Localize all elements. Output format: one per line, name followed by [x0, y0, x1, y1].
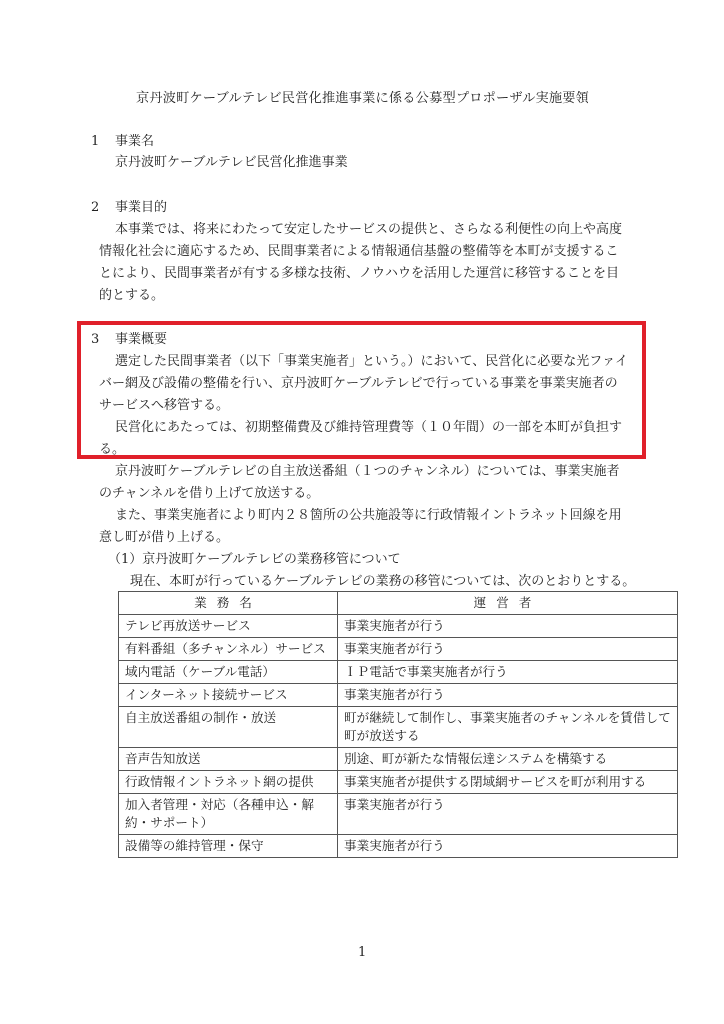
table-row — [119, 638, 678, 661]
section-2-line: 情報化社会に適応するため、民間事業者による情報通信基盤の整備等を本町が支援するこ — [99, 244, 619, 259]
section-3-line: 意し町が借り上げる。 — [99, 530, 230, 545]
section-2-number: 2 — [91, 200, 100, 215]
section-3-line: 京丹波町ケーブルテレビの自主放送番組（１つのチャンネル）については、事業実施者 — [115, 464, 620, 479]
section-3-line: サービスへ移管する。 — [99, 398, 230, 413]
table-cell: 事業実施者が行う — [338, 615, 678, 638]
table-header-row — [119, 592, 678, 615]
table-cell: 域内電話（ケーブル電話） — [119, 661, 338, 684]
table-cell: 事業実施者が提供する閉域網サービスを町が利用する — [338, 771, 678, 794]
section-2-line: 的とする。 — [99, 288, 165, 303]
table-cell: 有料番組（多チャンネル）サービス — [119, 638, 338, 661]
section-3-line: 民営化にあたっては、初期整備費及び維持管理費等（１０年間）の一部を本町が負担す — [115, 420, 623, 435]
subsection-heading: （1）京丹波町ケーブルテレビの業務移管について — [108, 552, 401, 567]
document-title: 京丹波町ケーブルテレビ民営化推進事業に係る公募型プロポーザル実施要領 — [136, 91, 590, 106]
table-row — [119, 794, 678, 835]
section-1-number: 1 — [91, 134, 100, 149]
table-cell: 事業実施者が行う — [338, 684, 678, 707]
table-cell: テレビ再放送サービス — [119, 615, 338, 638]
table-cell: 町が継続して制作し、事業実施者のチャンネルを賃借して町が放送する — [338, 707, 678, 748]
table-cell: 事業実施者が行う — [338, 638, 678, 661]
operations-table — [118, 591, 678, 858]
table-cell: 自主放送番組の制作・放送 — [119, 707, 338, 748]
table-cell: インターネット接続サービス — [119, 684, 338, 707]
section-2-heading: 事業目的 — [115, 200, 168, 215]
table-cell: 設備等の維持管理・保守 — [119, 835, 338, 858]
section-3-number: 3 — [91, 332, 100, 347]
table-cell: 事業実施者が行う — [338, 835, 678, 858]
page-number: 1 — [358, 945, 367, 960]
section-3-line: また、事業実施者により町内２８箇所の公共施設等に行政情報イントラネット回線を用 — [115, 508, 622, 523]
section-3-line: 選定した民間事業者（以下「事業実施者」という。）において、民営化に必要な光ファイ — [115, 354, 628, 369]
table-row — [119, 684, 678, 707]
section-2-line: とにより、民間事業者が有する多様な技術、ノウハウを活用した運営に移管することを目 — [99, 266, 620, 281]
subsection-text: 現在、本町が行っているケーブルテレビの業務の移管については、次のとおりとする。 — [130, 574, 636, 589]
table-row — [119, 835, 678, 858]
table-row — [119, 707, 678, 748]
table-row — [119, 748, 678, 771]
table-cell: 行政情報イントラネット網の提供 — [119, 771, 338, 794]
table-header: 運営者 — [338, 592, 678, 615]
section-3-heading: 事業概要 — [115, 332, 168, 347]
table-cell: 別途、町が新たな情報伝達システムを構築する — [338, 748, 678, 771]
highlight-box — [77, 321, 646, 459]
section-2-line: 本事業では、将来にわたって安定したサービスの提供と、さらなる利便性の向上や高度 — [115, 222, 623, 237]
table-row — [119, 615, 678, 638]
table-cell: 事業実施者が行う — [338, 794, 678, 835]
table-header: 業務名 — [119, 592, 338, 615]
section-3-line: る。 — [99, 442, 126, 457]
table-cell: 音声告知放送 — [119, 748, 338, 771]
table-cell: ＩＰ電話で事業実施者が行う — [338, 661, 678, 684]
table-cell: 加入者管理・対応（各種申込・解約・サポート） — [119, 794, 338, 835]
section-3-line: バー網及び設備の整備を行い、京丹波町ケーブルテレビで行っている事業を事業実施者の — [99, 376, 618, 391]
table-row — [119, 771, 678, 794]
section-1-heading: 事業名 — [115, 134, 155, 149]
table-row — [119, 661, 678, 684]
section-3-line: のチャンネルを借り上げて放送する。 — [99, 486, 320, 501]
section-1-text: 京丹波町ケーブルテレビ民営化推進事業 — [115, 155, 348, 170]
